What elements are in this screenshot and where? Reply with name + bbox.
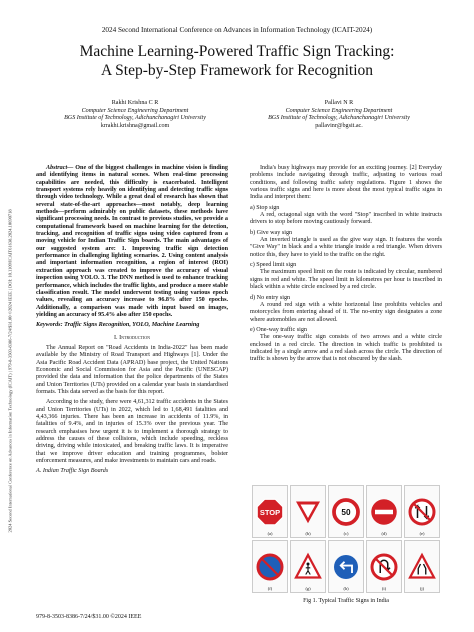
right-column bbox=[250, 165, 442, 364]
abstract-text: One of the biggest challenges in machine vision is finding and identifying items in natural scenes. When real-time processing capabilities are needed, this difficulty is exacerbated. Intelligent transport systems rely heavily on identifying and detecting traffic signs through video technology. While a great deal of research has shown that several state-of-the-art approaches—most notably, deep learning methods—perform admirably on public datasets, these methods have significant processing needs. In contrast to previous studies, we provide a computational framework based on machine learning for the detection, tracking, and recognition of traffic signs using video captured from a moving vehicle for Indian Traffic Sign boards. The main advantages of our suggested system are: 1. Improving traffic sign detection performance in challenging lighting scenarios. 2. Using content analysis and important information recognition, a region of interest (ROI) extraction approach was created to improve the accuracy of visual inspection using YOLO. 3. The DNN method is used to enhance tracking performance, which includes the traffic lights, and produce a more stable classification result. The model underwent testing using various epoch values, revealing an accuracy increase to 96.8% after 150 epochs. Additionally, a comparison was made with input based on images, yielding an accuracy of 95.4% also after 150 epochs. bbox=[36, 165, 228, 318]
figure-cell bbox=[404, 540, 440, 593]
intro-paragraph-1: The Annual Report on "Road Accidents in India-2022" has been made available by the Ministry of Road Transport and Highways [1]. Under the Asia Pacific Road Accident Data (APRAD) base project, the United Nations Economic and Social Commission for Asia and the Pacific (UNESCAP) provided the data and information that the police departments of the States and Union Territories (UTs) provided on a calendar year basis in standardised formats. This data served as the basis for this report. bbox=[36, 344, 228, 395]
isbn-footer: 979-8-3503-8386-7/24/$31.00 ©2024 IEEE bbox=[36, 614, 142, 620]
author-email: pallavinr@bgsit.ac. bbox=[315, 122, 363, 129]
side-doi-text: 2024 Second International Conference on Advances in Information Technology (ICAIT) | 979-8-3503-8386-7/24/$31.00 ©2024 IEEE | DOI: 10.1109/ICAIT61638.2024.10690718 bbox=[7, 209, 13, 533]
conference-header: 2024 Second International Conference on Advances in Information Technology (ICAIT-2024) bbox=[101, 26, 373, 34]
figure-label: (e) bbox=[419, 531, 425, 536]
list-item-text: The one-way traffic sign consists of two arrows and a white circle enclosed in a red circle. The direction in which traffic is prohibited is indicated by a single arrow and a red slash across the circle. The direction of traffic is shown by the arrow that is not obscured by the slash. bbox=[250, 334, 442, 363]
left-column bbox=[36, 165, 228, 476]
figure-label: (d) bbox=[381, 531, 387, 536]
section-heading: I. Introduction bbox=[113, 334, 151, 341]
list-item-label: d) No entry sign bbox=[250, 294, 291, 301]
figure-label: (i) bbox=[381, 586, 387, 591]
sign-list bbox=[250, 205, 442, 364]
title-line-1: Machine Learning-Powered Traffic Sign Tracking: bbox=[79, 43, 395, 60]
right-paragraph-1: India's busy highways may provide for an exciting journey. [2] Everyday problems include navigating through traffic, adjusting to various road conditions, and following traffic safety regulations. Figure 1 shows the various traffic signs and here is more about the most typical traffic signs in India and interpret them: bbox=[250, 165, 442, 201]
figure-label: (a) bbox=[267, 531, 273, 536]
keywords-text: Traffic Signs Recognition, YOLO, Machine Learning bbox=[64, 322, 200, 329]
figure-cell bbox=[404, 485, 440, 538]
keywords bbox=[36, 322, 228, 329]
figure-cell bbox=[290, 485, 326, 538]
author-name: Pallavi N R bbox=[324, 100, 354, 106]
author-email: krrakhi.krishna@gmail.com bbox=[100, 122, 170, 129]
list-item-label: b) Give way sign bbox=[250, 229, 293, 236]
figure-label: (f) bbox=[267, 586, 273, 591]
title-line-2: A Step-by-Step Framework for Recognition bbox=[100, 62, 374, 79]
stop-sign-icon bbox=[255, 497, 285, 527]
abstract bbox=[36, 165, 228, 319]
author-1 bbox=[40, 100, 230, 130]
figure-cell bbox=[290, 540, 326, 593]
list-item-text: An inverted triangle is used as the give way sign. It features the words "Give Way" in black and a white triangle inside a red triangle. When drivers notice this, they have to yield to the traffic on the right. bbox=[250, 237, 442, 258]
figure-label: (b) bbox=[305, 531, 311, 536]
figure-cell bbox=[366, 540, 402, 593]
figure-cell bbox=[252, 540, 288, 593]
no-entry-icon bbox=[369, 497, 399, 527]
figure-label: (c) bbox=[343, 531, 349, 536]
list-item-text: A red, octagonal sign with the word "Stop" inscribed in white instructs drivers to stop before moving cautiously forward. bbox=[250, 212, 442, 226]
author-2 bbox=[244, 100, 434, 130]
figure-label: (g) bbox=[305, 586, 311, 591]
svg-text:STOP: STOP bbox=[259, 507, 281, 517]
figure-cell bbox=[252, 485, 288, 538]
intro-paragraph-2: According to the study, there were 4,61,312 traffic accidents in the States and Union Territories (UTs) in 2022, which led to 1,68,491 fatalities and 4,43,366 injuries. There has been an increase in accidents of 11.9%, in fatalities of 9.4%, and in injuries of 15.3% over the previous year. The research emphasises how urgent it is to implement a thorough strategy to address the causes of these collisions, which include speeding, reckless driving, driving while intoxicated, and breaking traffic laws. It is imperative that we improve driver education and training programmes, bolster enforcement measures, and make investments to maintain cars and roads. bbox=[36, 399, 228, 465]
author-inst: BGS Institute of Technology, Adichunchanagiri University bbox=[64, 115, 206, 122]
author-name: Rakhi Krishna C R bbox=[111, 100, 159, 106]
figure-traffic-signs bbox=[252, 485, 440, 593]
speed-limit-icon bbox=[331, 497, 361, 527]
give-way-icon bbox=[293, 497, 323, 527]
list-item-label: e) One-way traffic sign bbox=[250, 326, 308, 333]
svg-text:50: 50 bbox=[341, 507, 351, 517]
figure-cell bbox=[328, 485, 364, 538]
figure-cell bbox=[328, 540, 364, 593]
pedestrian-crossing-icon bbox=[293, 552, 323, 582]
figure-cell bbox=[366, 485, 402, 538]
paper-title bbox=[20, 42, 454, 80]
one-way-icon bbox=[407, 497, 437, 527]
keywords-label: Keywords: bbox=[36, 322, 63, 329]
list-item-label: a) Stop sign bbox=[250, 204, 280, 211]
abstract-label: Abstract— bbox=[46, 165, 74, 171]
no-u-turn-icon bbox=[369, 552, 399, 582]
list-item-text: The maximum speed limit on the route is indicated by circular, numbered signs in red and white. The speed limit in kilometres per hour is inscribed in black within a white circle enclosed by a red circle. bbox=[250, 269, 442, 291]
list-item-text: A round red sign with a white horizontal line prohibits vehicles and motorcycles from entering ahead of it. The no-entry sign designates a zone where automobiles are not allowed. bbox=[250, 301, 442, 323]
figure-caption: Fig 1. Typical Traffic Signs in India bbox=[303, 598, 389, 604]
author-inst: BGS Institute of Technology, Adichunchanagiri University bbox=[268, 115, 410, 122]
author-dept: Computer Science Engineering Department bbox=[285, 107, 393, 114]
list-item-label: c) Speed limit sign bbox=[250, 262, 297, 269]
road-narrows-icon bbox=[407, 552, 437, 582]
figure-label: (h) bbox=[343, 586, 349, 591]
subsection-heading: A. Indian Traffic Sign Boards bbox=[36, 468, 109, 475]
no-parking-icon bbox=[255, 552, 285, 582]
figure-label: (j) bbox=[419, 586, 425, 591]
author-dept: Computer Science Engineering Department bbox=[81, 107, 189, 114]
compulsory-left-icon bbox=[331, 552, 361, 582]
